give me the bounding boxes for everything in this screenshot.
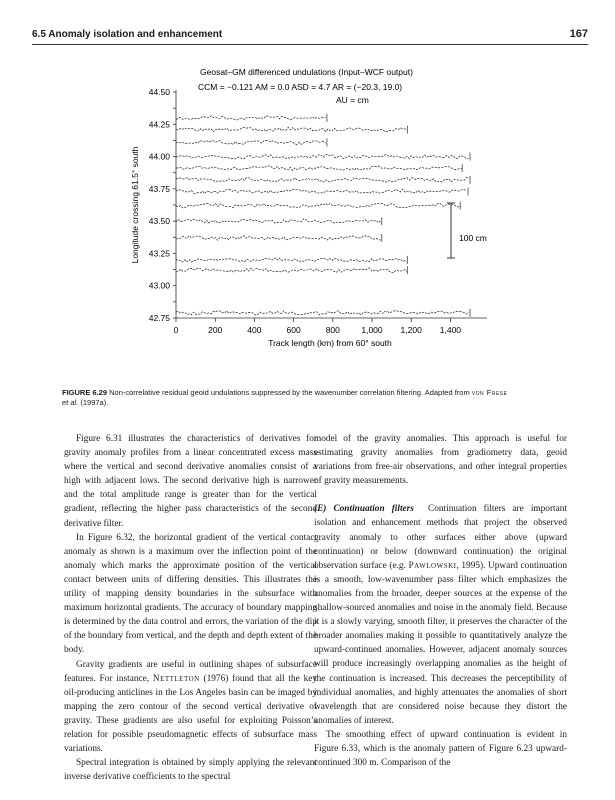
trace-line-6	[176, 178, 469, 183]
x-tick-label: 0	[173, 325, 179, 335]
trace-line-13	[176, 311, 469, 316]
y-tick-label: 44.00	[148, 151, 170, 162]
trace-line-12	[176, 268, 407, 273]
citation-name: Nettleton	[152, 673, 200, 684]
x-tick-label: 200	[208, 325, 223, 335]
paragraph: Figure 6.31 illustrates the characteristics of derivatives for gravity anomaly profiles from a linear concentrated excess mass where the vertical and second derivative anomalies consist of a high with adjacent lows. The second derivative high is narrower and the total amplitude range is greater than for the vertical gradient, reflecting the higher pass characteristics of the second derivative filter.	[64, 434, 317, 529]
x-ticks	[174, 318, 462, 335]
y-tick-label: 43.50	[148, 216, 170, 227]
y-ticks	[149, 87, 176, 323]
x-axis-label: Track length (km) from 60° south	[268, 338, 392, 348]
trace-line-1	[176, 116, 326, 120]
paragraph: Spectral integration is obtained by simply applying the relevant inverse derivative coefficients to the spectral	[64, 758, 317, 783]
y-axis-label: Longitude crossing 61.5° south	[130, 146, 140, 264]
citation-name: Pawlowski	[408, 560, 457, 571]
y-tick-label: 43.75	[148, 183, 170, 194]
chart-stats: CCM = −0.121 AM = 0.0 ASD = 4.7 AR = (−20.3, 19.0)	[198, 82, 403, 92]
trace-line-3	[176, 140, 326, 144]
caption-citation-name: von Frese	[471, 388, 508, 397]
figure-caption	[62, 388, 582, 408]
figure-chart	[0, 0, 615, 385]
caption-text: Non-correlative residual geoid undulations suppressed by the wavenumber correlation filtering. Adapted from	[109, 388, 470, 397]
y-tick-label: 44.50	[148, 87, 170, 97]
body-column-left	[64, 432, 317, 784]
chart-units-note: AU = cm	[336, 95, 369, 105]
scale-bar-label: 100 cm	[459, 233, 487, 243]
caption-citation-year: (1997a).	[80, 398, 109, 407]
x-tick-label: 1,200	[400, 325, 422, 335]
y-tick-label: 43.00	[148, 280, 170, 291]
y-tick-label: 44.25	[148, 119, 170, 130]
trace-line-9	[176, 219, 381, 223]
trace-line-11	[176, 258, 407, 262]
x-tick-label: 400	[247, 325, 262, 335]
x-tick-label: 1,400	[439, 325, 462, 335]
page-number: 167	[569, 28, 588, 40]
trace-line-7	[176, 189, 466, 194]
chart-title: Geosat–GM differenced undulations (Input–WCF output)	[200, 67, 413, 77]
trace-line-5	[176, 166, 462, 171]
trace-line-10	[176, 236, 381, 241]
trace-line-8	[176, 203, 460, 208]
trace-line-4	[176, 154, 469, 159]
traces	[176, 114, 470, 317]
x-tick-label: 1,000	[361, 325, 383, 335]
x-tick-label: 600	[286, 325, 301, 335]
subsection-heading: (E) Continuation filters	[314, 504, 414, 515]
paragraph: Gravity gradients are useful in outlining shapes of subsurface features. For instance, Nettleton (1976) found that all the key oil-producing anticlines in the Los Angeles basin can be imaged by mapping the zero contour of the second vertical derivative of gravity. These gradients are also useful for exploiting Poisson’s relation for possible pseudomagnetic effects of subsurface mass variations.	[64, 659, 318, 755]
x-tick-label: 800	[325, 325, 340, 335]
figure-label: FIGURE 6.29	[62, 388, 108, 397]
paragraph: model of the gravity anomalies. This approach is useful for estimating gravity anomalies from gradiometry data, geoid variations from free-air observations, and other integral properties of gravity measurements.	[314, 434, 567, 487]
paragraph: In Figure 6.32, the horizontal gradient of the vertical contact anomaly as shown is a maximum over the inflection point of the anomaly which marks the approximate position of the vertical contact between units of differing densities. This illustrates the utility of mapping density boundaries in the subsurface with maximum horizontal gradients. The accuracy of boundary mapping is determined by the data control and errors, the variation of the dip of the boundary from vertical, and the depth and depth extent of the body.	[64, 532, 317, 656]
section-title: 6.5 Anomaly isolation and enhancement	[32, 29, 223, 40]
caption-citation-etal: et al.	[62, 398, 79, 407]
body-column-right	[314, 432, 567, 770]
scale-bar	[447, 203, 487, 258]
y-tick-label: 43.25	[148, 248, 170, 259]
paragraph: (E) Continuation filters Continuation filters are important isolation and enhancement methods that project the observed gravity anomaly to other surfaces either above (upward continuation) or below (downward continuation) the original observation surface (e.g. Pawlowski, 1995). Upward continuation is a smooth, low-wavenumber pass filter which emphasizes the anomalies from the broader, deeper sources at the expense of the shallow-sourced anomalies and noise in the anomaly field. Because it is a slowly varying, smooth filter, it preserves the character of the broader anomalies making it possible to quantitatively analyze the upward-continued anomalies. However, adjacent anomaly sources will produce increasingly overlapping anomalies as the height of the continuation is increased. This decreases the perceptibility of individual anomalies, and highly attenuates the anomalies of short wavelength that are considered noise because they distort the anomalies of interest.	[314, 504, 568, 726]
trace-line-2	[176, 127, 407, 132]
y-tick-label: 42.75	[148, 313, 170, 323]
paragraph: The smoothing effect of upward continuation is evident in Figure 6.33, which is the anomaly pattern of Figure 6.23 upward-continued 300 m. Comparison of the	[314, 729, 567, 769]
